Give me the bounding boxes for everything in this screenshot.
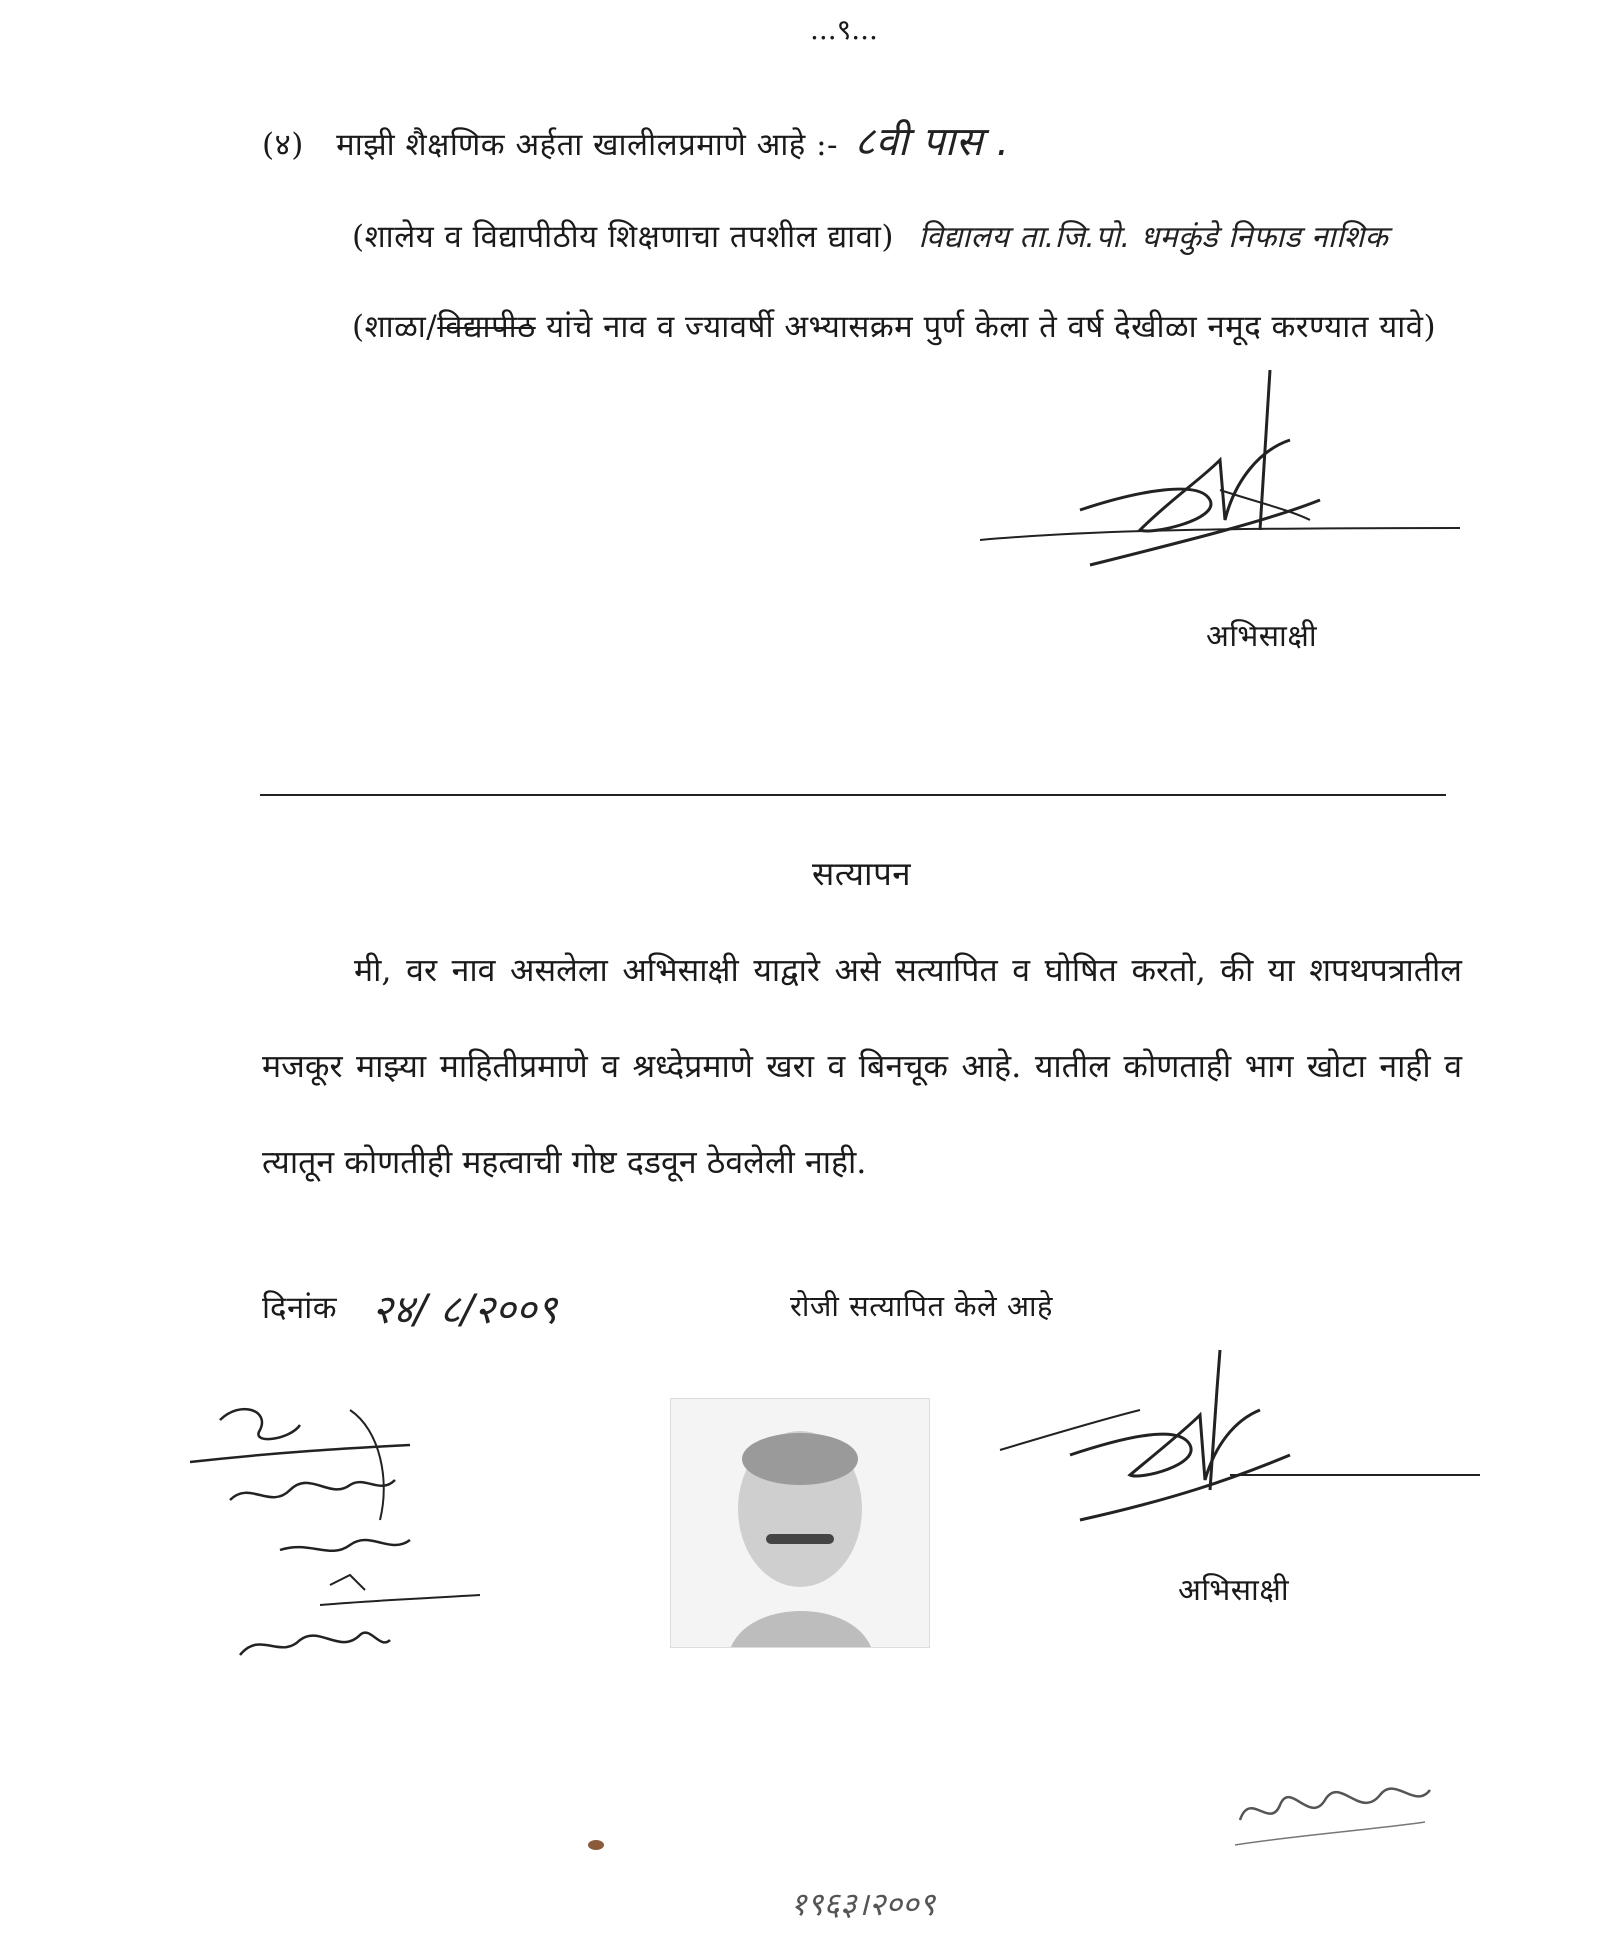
signature-2 [990,1340,1490,1540]
item4-label-line [262,119,1010,165]
stamp-number: १९६३।२००९ [790,1885,936,1923]
item4-detail-instruction: (शालेय व विद्यापीठीय शिक्षणाचा तपशील द्यावा) [352,219,895,255]
handwritten-scribble [1220,1750,1440,1860]
photograph [670,1398,930,1648]
item4-detail-line [352,219,1389,255]
witness-signature [180,1390,500,1690]
item4-label: माझी शैक्षणिक अर्हता खालीलप्रमाणे आहे :- [336,127,839,163]
verification-line-1: मी, वर नाव असलेला अभिसाक्षी याद्वारे असे सत्यापित व घोषित करतो, की या शपथपत्रातील [354,951,1462,989]
scan-mark [588,1840,604,1850]
signatory-label-1: अभिसाक्षी [1206,619,1318,654]
signatory-label-2: अभिसाक्षी [1178,1573,1290,1608]
date-label: दिनांक [262,1290,338,1326]
item4-note-rest: यांचे नाव व ज्यावर्षी अभ्यासक्रम पुर्ण केला ते वर्ष देखीळा नमूद करण्यात यावे) [535,309,1437,345]
section-divider [260,794,1446,796]
item4-detail-handwritten-answer: विद्यालय ता.जि.पो. धमकुंडे निफाड नाशिक [918,220,1389,255]
person-photo-icon [671,1399,929,1647]
item4-note-line [352,309,1437,345]
page-number: ...९... [810,13,878,46]
handwritten-date: २४/ ८/२००९ [372,1287,558,1333]
item4-handwritten-answer: ८वी पास . [854,119,1010,165]
item4-note-struck: विद्यापीठ [437,309,536,345]
item4-number: (४) [262,127,304,163]
verification-line-3: त्यातून कोणतीही महत्वाची गोष्ट दडवून ठेवलेली नाही. [262,1143,867,1181]
item4-note-open: (शाळा/ [352,309,438,345]
signature-1 [970,360,1470,580]
verification-line-2: मजकूर माझ्या माहितीप्रमाणे व श्रध्देप्रमाणे खरा व बिनचूक आहे. यातील कोणताही भाग खोटा नाही व [262,1047,1462,1085]
verification-heading: सत्यापन [812,854,912,893]
date-suffix: रोजी सत्यापित केले आहे [790,1289,1053,1323]
